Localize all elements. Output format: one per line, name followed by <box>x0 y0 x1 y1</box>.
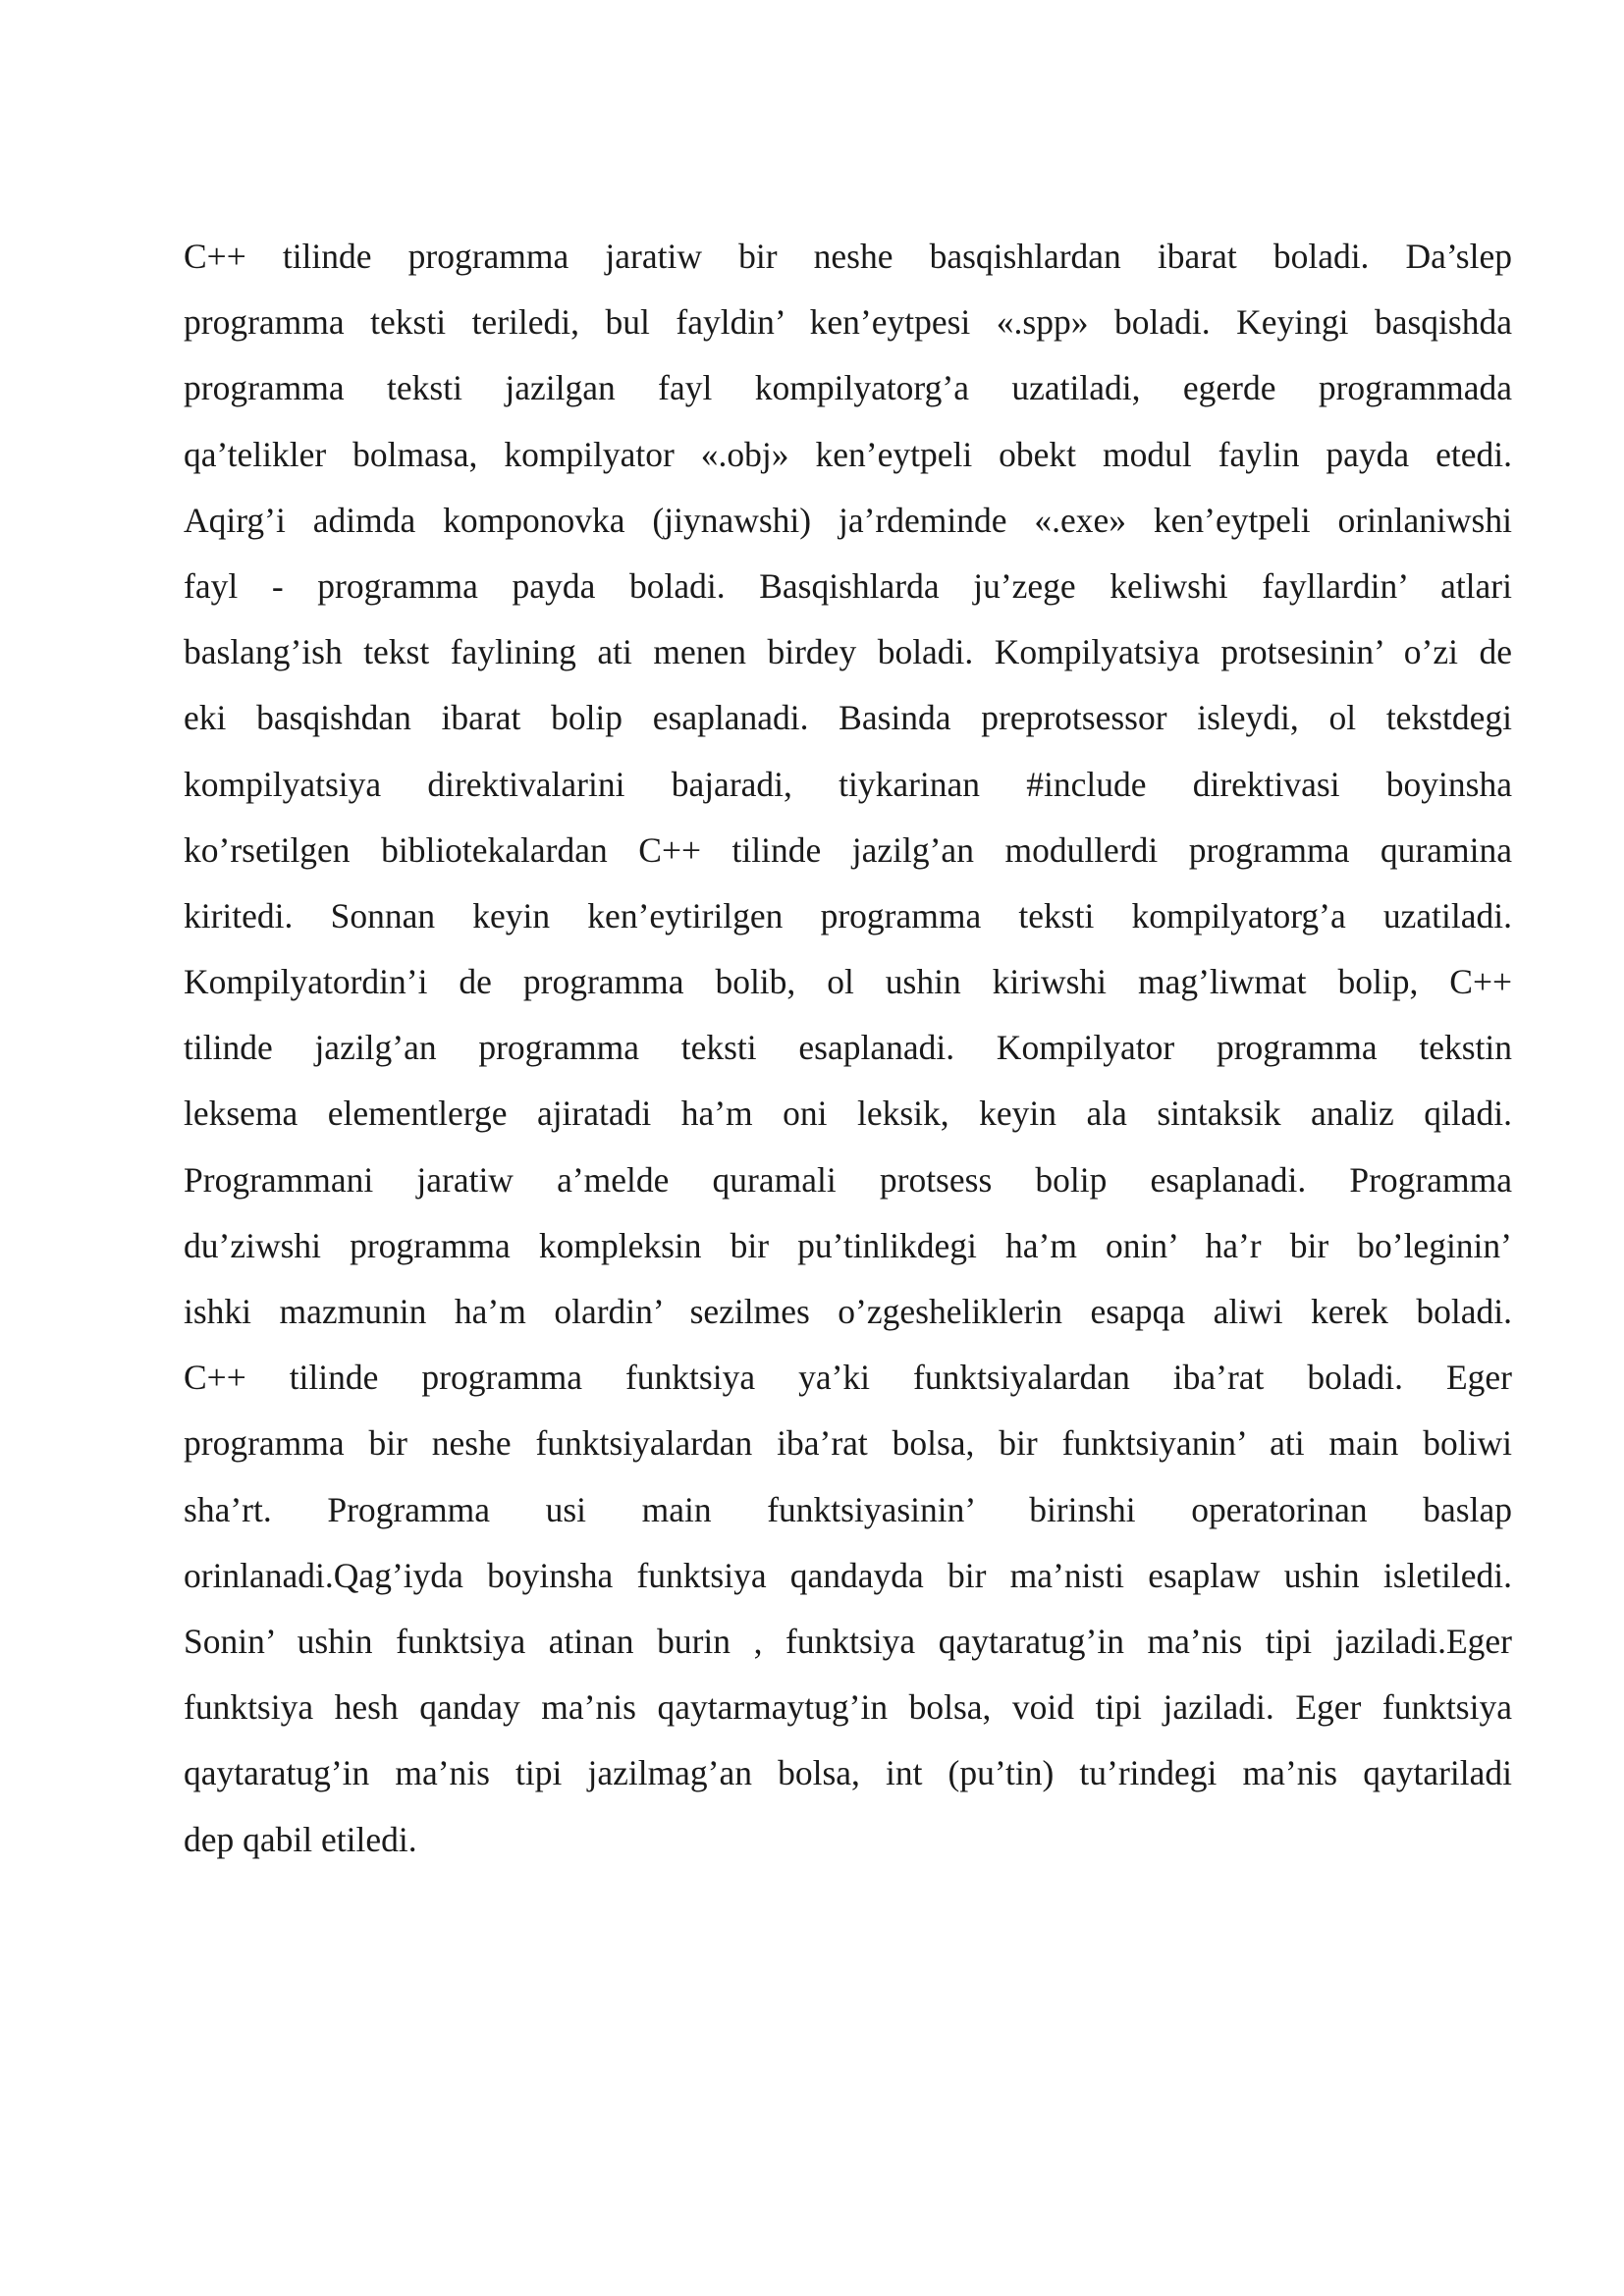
text-line: programma teksti teriledi, bul fayldin’ ken’eytpesi «.spp» boladi. Keyingi basqishda <box>184 302 1512 343</box>
text-line: fayl - programma payda boladi. Basqishlarda ju’zege keliwshi fayllardin’ atlari <box>184 565 1512 606</box>
text-line: orinlanadi.Qag’iyda boyinsha funktsiya qandayda bir ma’nisti esaplaw ushin isletiledi. <box>184 1555 1512 1595</box>
text-line: qa’telikler bolmasa, kompilyator «.obj» ken’eytpeli obekt modul faylin payda etedi. <box>184 434 1512 474</box>
text-line: ishki mazmunin ha’m olardin’ sezilmes o’zgesheliklerin esapqa aliwi kerek boladi. <box>184 1292 1512 1331</box>
text-line: funktsiya hesh qanday ma’nis qaytarmaytug’in bolsa, void tipi jaziladi. Eger funktsiya <box>184 1687 1512 1728</box>
text-line: eki basqishdan ibarat bolip esaplanadi. Basinda preprotsessor isleydi, ol tekstdegi <box>184 698 1512 738</box>
text-line: kiritedi. Sonnan keyin ken’eytirilgen programma teksti kompilyatorg’a uzatiladi. <box>184 895 1512 935</box>
text-line: C++ tilinde programma funktsiya ya’ki funktsiyalardan iba’rat boladi. Eger <box>184 1358 1512 1398</box>
text-line: baslang’ish tekst faylining ati menen birdey boladi. Kompilyatsiya protsesinin’ o’zi de <box>184 632 1512 672</box>
text-line: kompilyatsiya direktivalarini bajaradi, tiykarinan #include direktivasi boyinsha <box>184 764 1512 804</box>
text-line: Programmani jaratiw a’melde quramali protsess bolip esaplanadi. Programma <box>184 1159 1512 1200</box>
text-line: leksema elementlerge ajiratadi ha’m oni leksik, keyin ala sintaksik analiz qiladi. <box>184 1094 1512 1134</box>
text-line: Sonin’ ushin funktsiya atinan burin , funktsiya qaytaratug’in ma’nis tipi jaziladi.Eger <box>184 1621 1512 1661</box>
text-line: programma bir neshe funktsiyalardan iba’rat bolsa, bir funktsiyanin’ ati main boliwi <box>184 1423 1512 1464</box>
text-line: ko’rsetilgen bibliotekalardan C++ tilinde jazilg’an modullerdi programma quramina <box>184 829 1512 870</box>
text-line: qaytaratug’in ma’nis tipi jazilmag’an bolsa, int (pu’tin) tu’rindegi ma’nis qaytariladi <box>184 1753 1512 1793</box>
text-line: Aqirg’i adimda komponovka (jiynawshi) ja’rdeminde «.exe» ken’eytpeli orinlaniwshi <box>184 500 1512 540</box>
text-line: du’ziwshi programma kompleksin bir pu’tinlikdegi ha’m onin’ ha’r bir bo’leginin’ <box>184 1225 1512 1265</box>
body-paragraph <box>184 224 1512 1873</box>
text-line: sha’rt. Programma usi main funktsiyasinin’ birinshi operatorinan baslap <box>184 1489 1512 1529</box>
text-line: programma teksti jazilgan fayl kompilyatorg’a uzatiladi, egerde programmada <box>184 368 1512 408</box>
text-line: Kompilyatordin’i de programma bolib, ol ushin kiriwshi mag’liwmat bolip, C++ <box>184 962 1512 1002</box>
text-line: C++ tilinde programma jaratiw bir neshe basqishlardan ibarat boladi. Da’slep <box>184 237 1512 276</box>
text-line: dep qabil etiledi. <box>184 1819 417 1859</box>
text-line: tilinde jazilg’an programma teksti esaplanadi. Kompilyator programma tekstin <box>184 1028 1512 1068</box>
